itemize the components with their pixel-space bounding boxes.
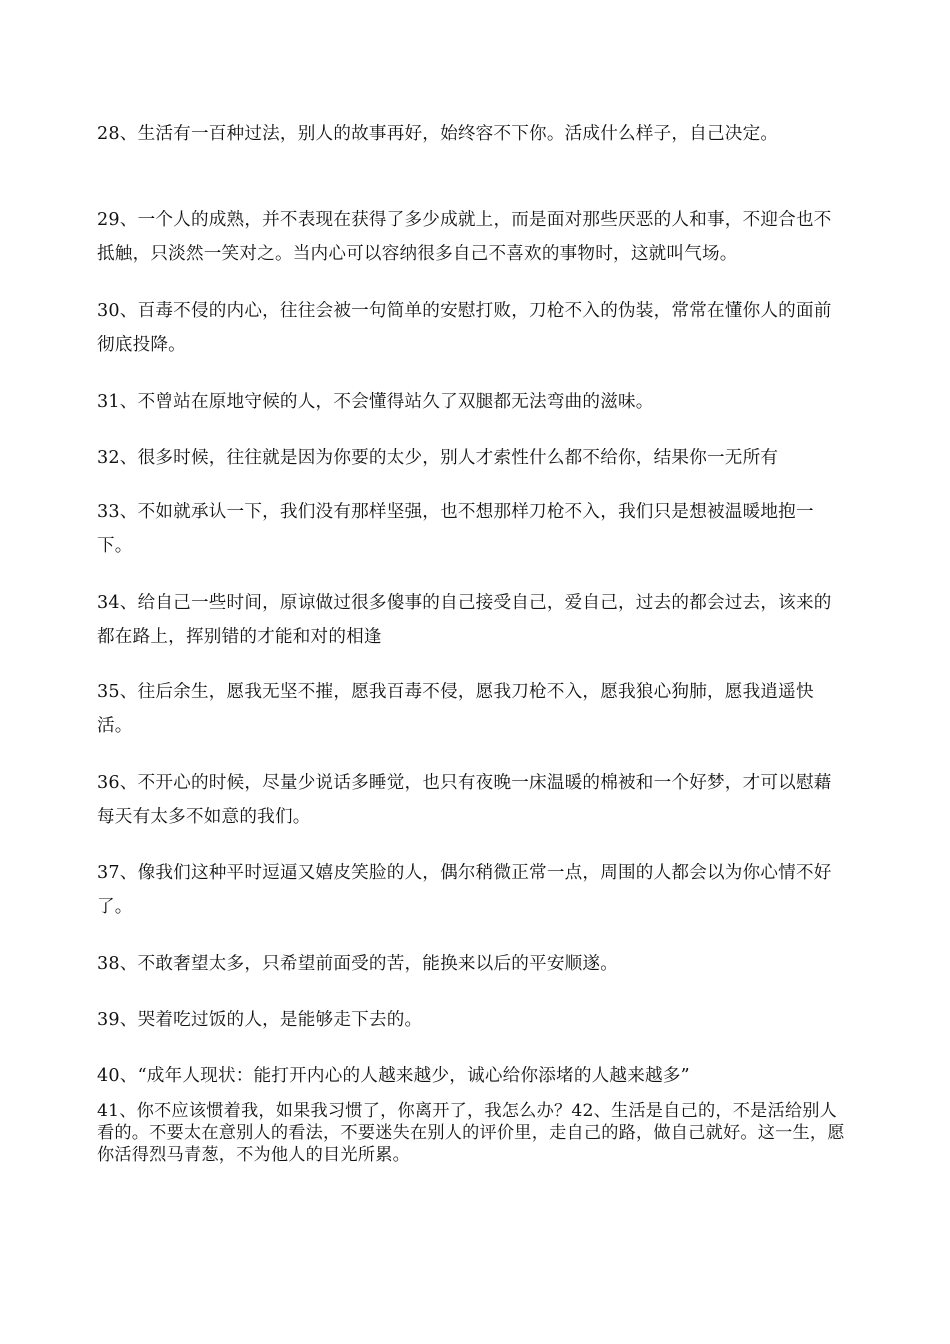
paragraph-28: 28、生活有一百种过法，别人的故事再好，始终容不下你。活成什么样子，自己决定。 [97,124,779,144]
paragraph-31: 31、不曾站在原地守候的人，不会懂得站久了双腿都无法弯曲的滋味。 [97,392,654,412]
paragraph-35: 35、往后余生，愿我无坚不摧，愿我百毒不侵，愿我刀枪不入，愿我狼心狗肺，愿我逍遥快活。 [97,682,814,736]
paragraph-39: 39、哭着吃过饭的人，是能够走下去的。 [97,1010,423,1030]
paragraph-34: 34、给自己一些时间，原谅做过很多傻事的自己接受自己，爱自己，过去的都会过去，该来的都在路上，挥别错的才能和对的相逢 [97,593,832,647]
paragraph-37: 37、像我们这种平时逗逼又嬉皮笑脸的人，偶尔稍微正常一点，周围的人都会以为你心情不好了。 [97,863,832,917]
paragraph-29: 29、一个人的成熟，并不表现在获得了多少成就上，而是面对那些厌恶的人和事，不迎合也不抵触，只淡然一笑对之。当内心可以容纳很多自己不喜欢的事物时，这就叫气场。 [97,210,832,264]
paragraph-41-42: 41、你不应该惯着我，如果我习惯了，你离开了，我怎么办？42、生活是自己的，不是活给别人看的。不要太在意别人的看法，不要迷失在别人的评价里，走自己的路，做自己就好。这一生，愿你活得烈马青葱，不为他人的目光所累。 [97,1101,845,1165]
paragraph-33: 33、不如就承认一下，我们没有那样坚强，也不想那样刀枪不入，我们只是想被温暖地抱一下。 [97,502,814,556]
paragraph-36: 36、不开心的时候，尽量少说话多睡觉，也只有夜晚一床温暖的棉被和一个好梦，才可以慰藉每天有太多不如意的我们。 [97,773,832,827]
paragraph-38: 38、不敢奢望太多，只希望前面受的苦，能换来以后的平安顺遂。 [97,954,619,974]
paragraph-32: 32、很多时候，往往就是因为你要的太少，别人才索性什么都不给你，结果你一无所有 [97,448,779,468]
paragraph-40: 40、“成年人现状：能打开内心的人越来越少，诚心给你添堵的人越来越多” [97,1066,690,1086]
paragraph-30: 30、百毒不侵的内心，往往会被一句简单的安慰打败，刀枪不入的伪装，常常在懂你人的面前彻底投降。 [97,301,832,355]
